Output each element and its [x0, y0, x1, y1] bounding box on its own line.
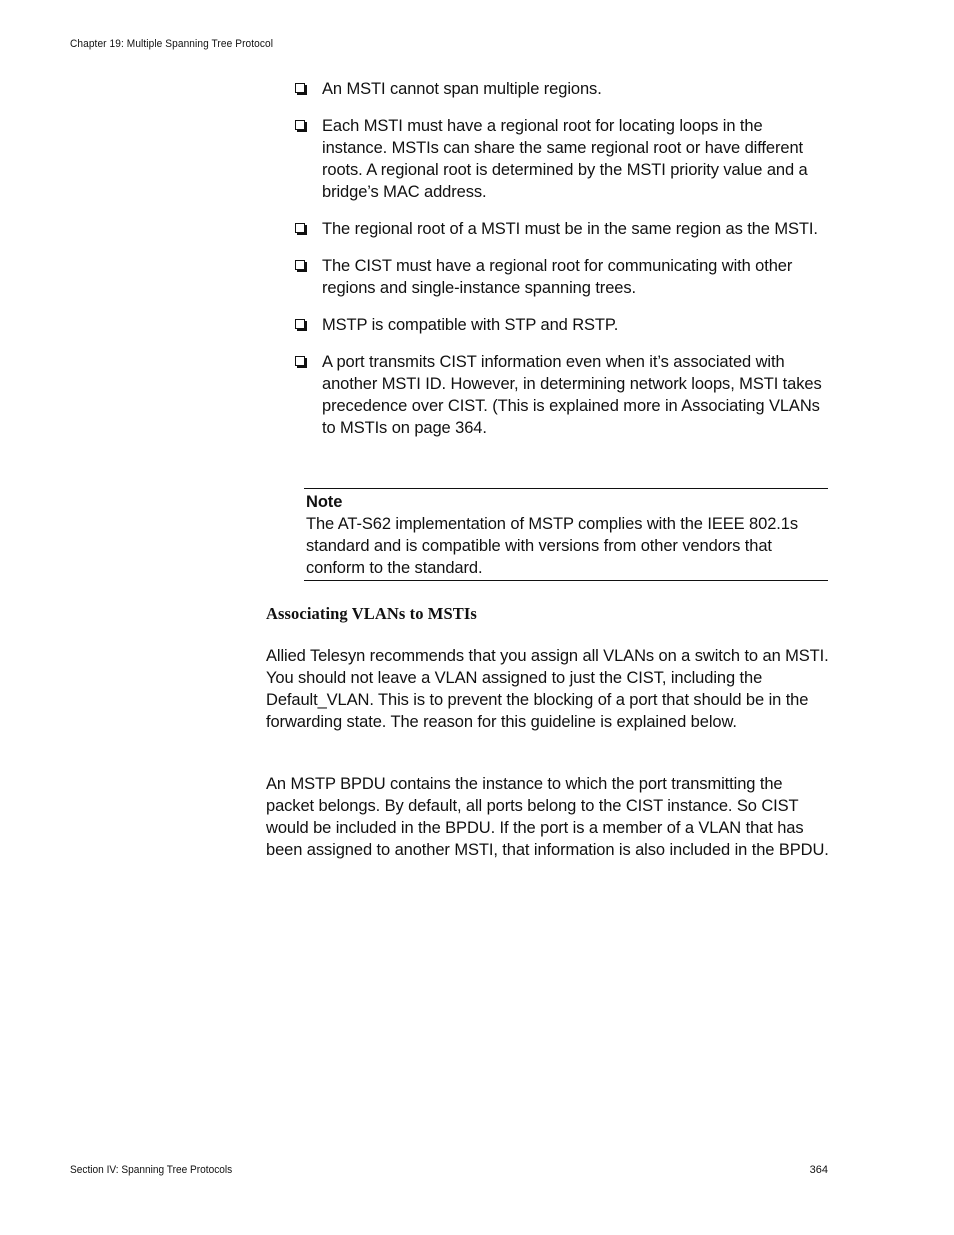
bullet-list [294, 78, 829, 454]
body-paragraph: An MSTP BPDU contains the instance to which the port transmitting the packet belongs. By default, all ports belong to the CIST instance. So CIST would be included in the BPDU. If the port is a member of a VLAN that has been assigned to another MSTI, that information is also included in the BPDU. [266, 775, 829, 859]
checkbox-square-icon [295, 120, 305, 130]
list-item [294, 115, 829, 203]
list-item-text: An MSTI cannot span multiple regions. [322, 80, 602, 98]
footer-section-label: Section IV: Spanning Tree Protocols [70, 1164, 233, 1176]
section-heading: Associating VLANs to MSTIs [266, 604, 477, 623]
note-box [304, 488, 828, 581]
list-item-text: The regional root of a MSTI must be in the same region as the MSTI. [322, 220, 818, 238]
list-item [294, 218, 829, 240]
list-item [294, 314, 829, 336]
note-title: Note [306, 493, 343, 511]
checkbox-square-icon [295, 260, 305, 270]
page-number: 364 [809, 1164, 828, 1176]
checkbox-square-icon [295, 319, 305, 329]
list-item [294, 255, 829, 299]
list-item [294, 351, 829, 439]
checkbox-square-icon [295, 356, 305, 366]
list-item-text: The CIST must have a regional root for communicating with other regions and single-instance spanning trees. [322, 257, 793, 297]
list-item [294, 78, 829, 100]
checkbox-square-icon [295, 83, 305, 93]
list-item-text: MSTP is compatible with STP and RSTP. [322, 316, 619, 334]
running-head: Chapter 19: Multiple Spanning Tree Protocol [70, 38, 274, 50]
body-paragraph: Allied Telesyn recommends that you assign all VLANs on a switch to an MSTI. You should not leave a VLAN assigned to just the CIST, including the Default_VLAN. This is to prevent the blocking of a port that should be in the forwarding state. The reason for this guideline is explained below. [266, 647, 829, 731]
checkbox-square-icon [295, 223, 305, 233]
list-item-text: A port transmits CIST information even when it’s associated with another MSTI ID. However, in determining network loops, MSTI takes precedence over CIST. (This is explained more in Associating VLANs to MSTIs on page 364. [322, 353, 822, 437]
note-text: The AT-S62 implementation of MSTP complies with the IEEE 802.1s standard and is compatible with versions from other vendors that conform to the standard. [306, 515, 798, 577]
list-item-text: Each MSTI must have a regional root for locating loops in the instance. MSTIs can share the same regional root or have different roots. A regional root is determined by the MSTI priority value and a bridge’s MAC address. [322, 117, 808, 201]
